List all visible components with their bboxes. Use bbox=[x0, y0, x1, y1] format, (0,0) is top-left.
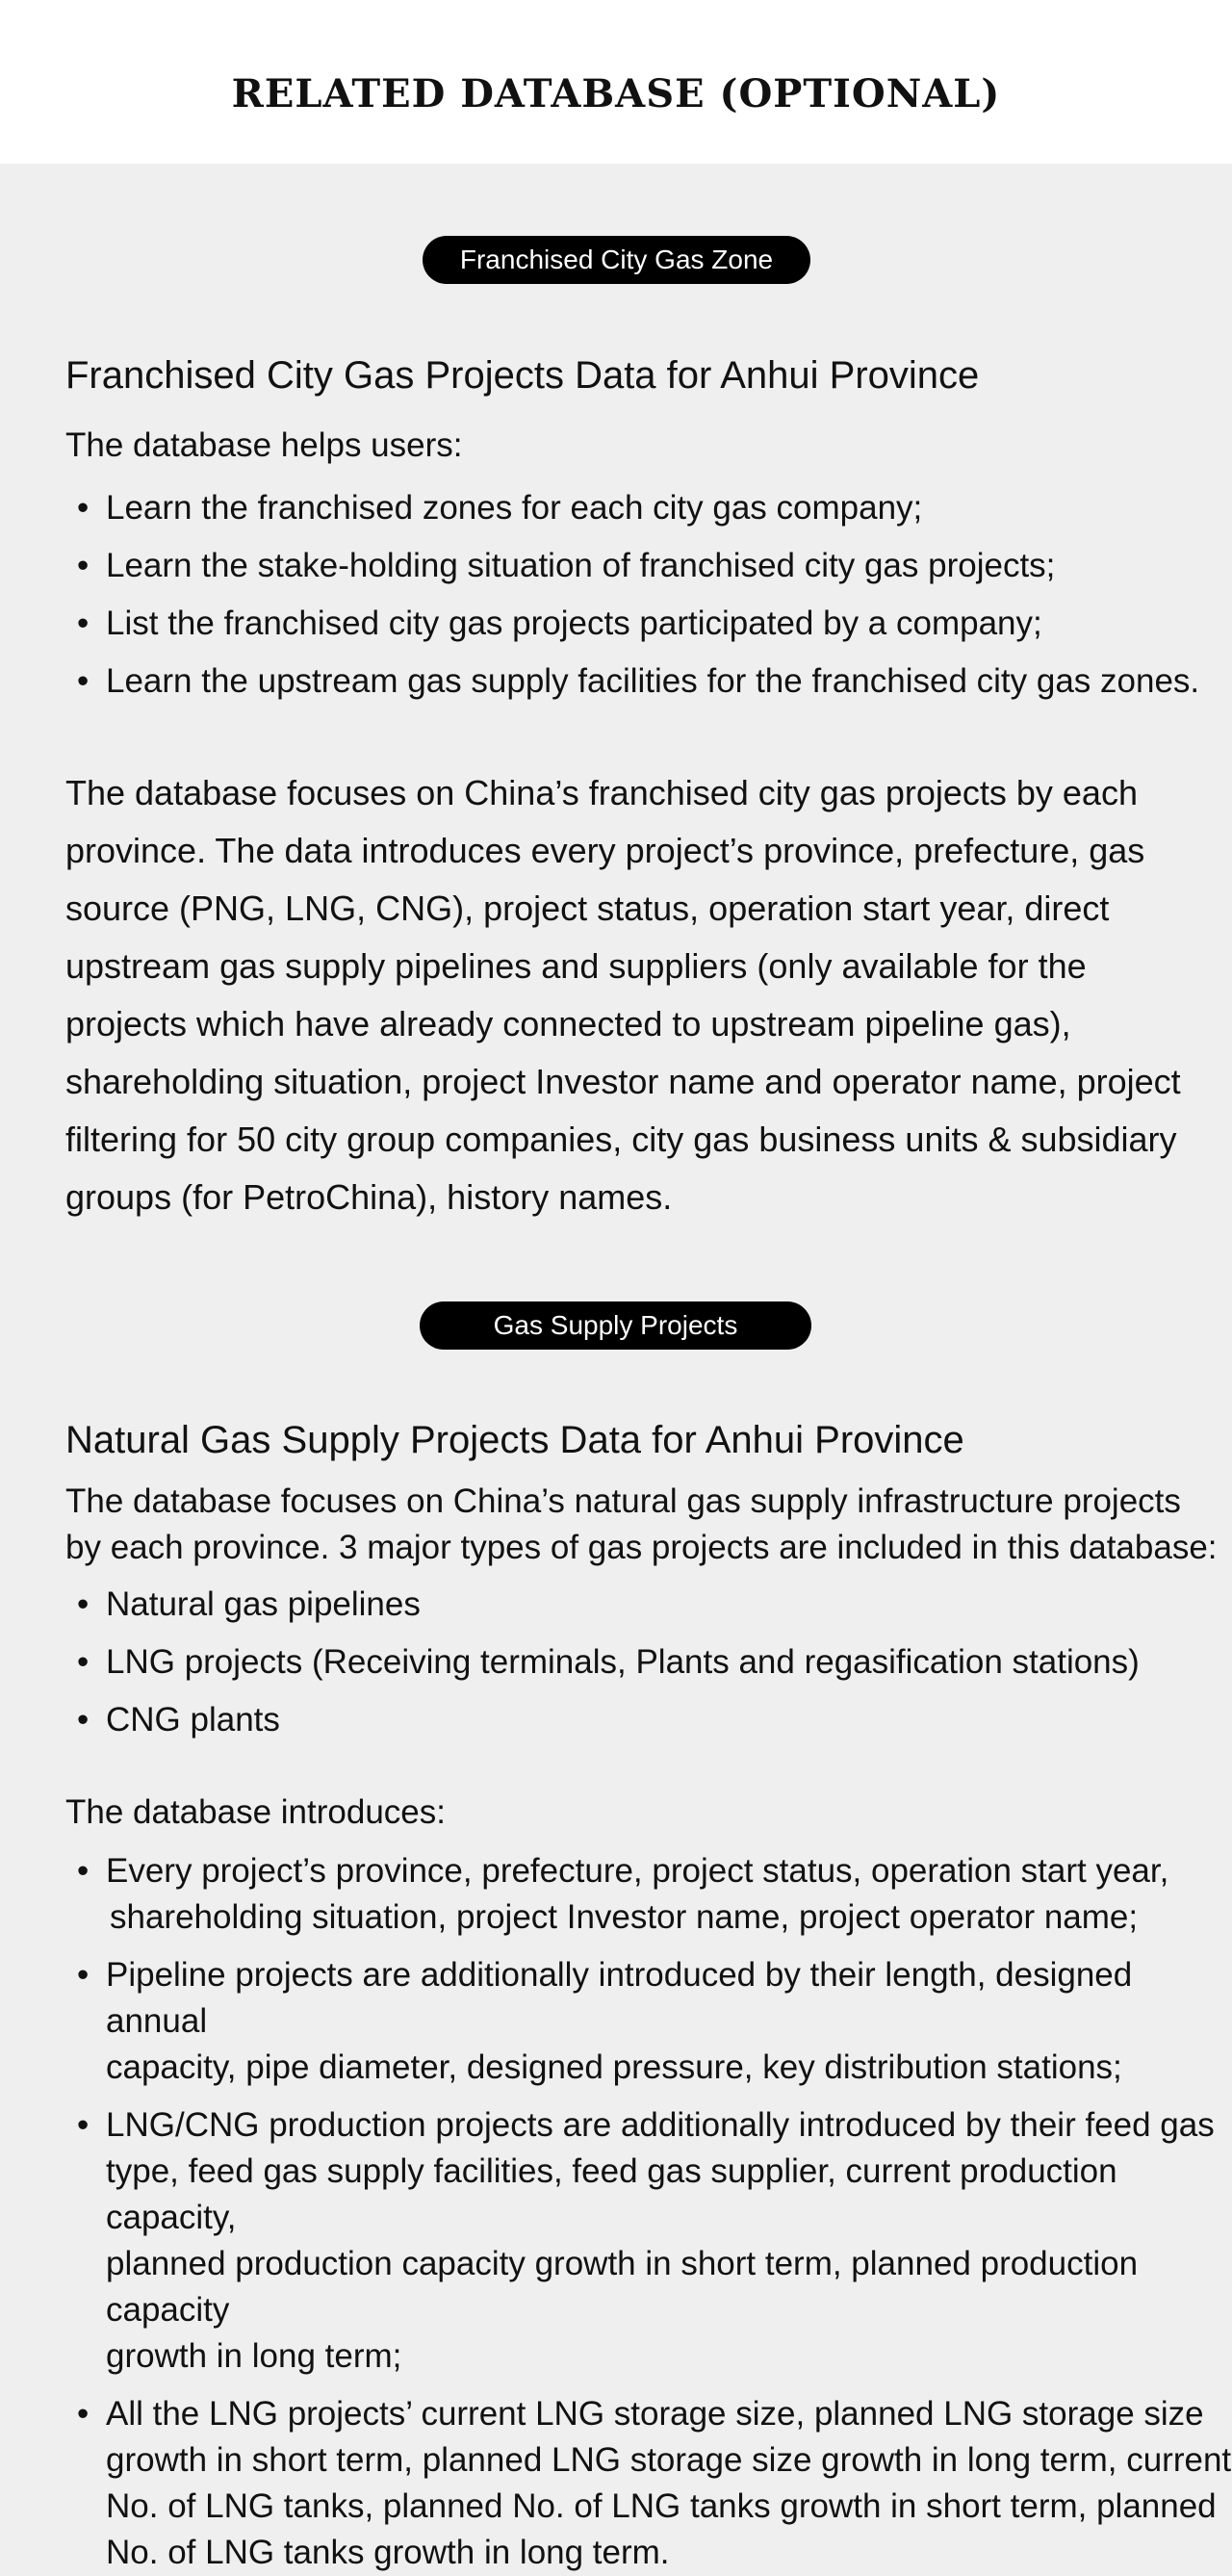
list-item: • Learn the franchised zones for each city gas company; bbox=[65, 479, 1199, 537]
paragraph-line: upstream gas supply pipelines and suppliers (only available for the bbox=[65, 946, 1087, 986]
list-item: • Learn the stake-holding situation of franchised city gas projects; bbox=[65, 537, 1199, 595]
list-item: • CNG plants bbox=[65, 1691, 1140, 1749]
bullet-icon: • bbox=[77, 1701, 90, 1739]
section-heading-supply: Natural Gas Supply Projects Data for Anhui Province bbox=[65, 1419, 964, 1461]
list-item: • LNG/CNG production projects are additionally introduced by their feed gas type, feed gas supply facilities, feed gas supplier, current production capacity, planned production capacity growth in short term, planned production capacity growth in long term; bbox=[65, 2102, 1232, 2380]
bullet-icon: • bbox=[77, 1585, 90, 1623]
bullet-icon: • bbox=[77, 2106, 90, 2144]
bullet-icon: • bbox=[77, 547, 90, 584]
list-item: • Pipeline projects are additionally introduced by their length, designed annual capacity, pipe diameter, designed pressure, key distribution stations; bbox=[65, 1952, 1232, 2091]
paragraph-line: The database focuses on China’s natural gas supply infrastructure projects bbox=[65, 1482, 1181, 1520]
paragraph-line: shareholding situation, project Investor name and operator name, project bbox=[65, 1062, 1181, 1101]
paragraph-line: filtering for 50 city group companies, city gas business units & subsidiary bbox=[65, 1120, 1177, 1159]
paragraph-line: province. The data introduces every project’s province, prefecture, gas bbox=[65, 831, 1145, 870]
list-item: • Natural gas pipelines bbox=[65, 1576, 1140, 1634]
list-item: • List the franchised city gas projects participated by a company; bbox=[65, 595, 1199, 653]
paragraph-line: projects which have already connected to upstream pipeline gas), bbox=[65, 1004, 1071, 1043]
bullet-icon: • bbox=[77, 662, 90, 700]
supply-intro bbox=[65, 1479, 1218, 1571]
bullet-icon: • bbox=[77, 1852, 90, 1890]
list-item: • LNG projects (Receiving terminals, Plants and regasification stations) bbox=[65, 1634, 1140, 1691]
franchised-benefits-list bbox=[65, 479, 1199, 710]
bullet-icon: • bbox=[77, 1956, 90, 1994]
section-badge-gas-supply-projects: Gas Supply Projects bbox=[420, 1301, 811, 1350]
bullet-icon: • bbox=[77, 605, 90, 642]
page-title: RELATED DATABASE (OPTIONAL) bbox=[231, 71, 1001, 116]
bullet-icon: • bbox=[77, 2395, 90, 2433]
paragraph-line: groups (for PetroChina), history names. bbox=[65, 1177, 673, 1217]
franchised-intro: The database helps users: bbox=[65, 426, 463, 464]
introduces-list bbox=[65, 1848, 1232, 2576]
paragraph-line: source (PNG, LNG, CNG), project status, operation start year, direct bbox=[65, 889, 1110, 928]
franchised-description bbox=[65, 764, 1181, 1226]
list-item: • All the LNG projects’ current LNG storage size, planned LNG storage size growth in short term, planned LNG storage size growth in long term, current No. of LNG tanks, planned No. of LNG tanks growth in short term, planned No. of LNG tanks growth in long term. bbox=[65, 2391, 1232, 2576]
section-badge-franchised-city-gas-zone: Franchised City Gas Zone bbox=[423, 236, 810, 284]
bullet-icon: • bbox=[77, 1643, 90, 1681]
project-types-list bbox=[65, 1576, 1140, 1749]
list-item: • Learn the upstream gas supply facilities for the franchised city gas zones. bbox=[65, 653, 1199, 710]
list-item: • Every project’s province, prefecture, project status, operation start year, shareholding situation, project Investor name, project operator name; bbox=[65, 1848, 1232, 1941]
paragraph-line: by each province. 3 major types of gas projects are included in this database: bbox=[65, 1529, 1218, 1566]
bullet-icon: • bbox=[77, 489, 90, 527]
paragraph-line: The database focuses on China’s franchised city gas projects by each bbox=[65, 773, 1138, 812]
introduces-label: The database introduces: bbox=[65, 1793, 446, 1831]
section-heading-franchised: Franchised City Gas Projects Data for Anhui Province bbox=[65, 354, 980, 397]
page-header bbox=[0, 0, 1232, 164]
